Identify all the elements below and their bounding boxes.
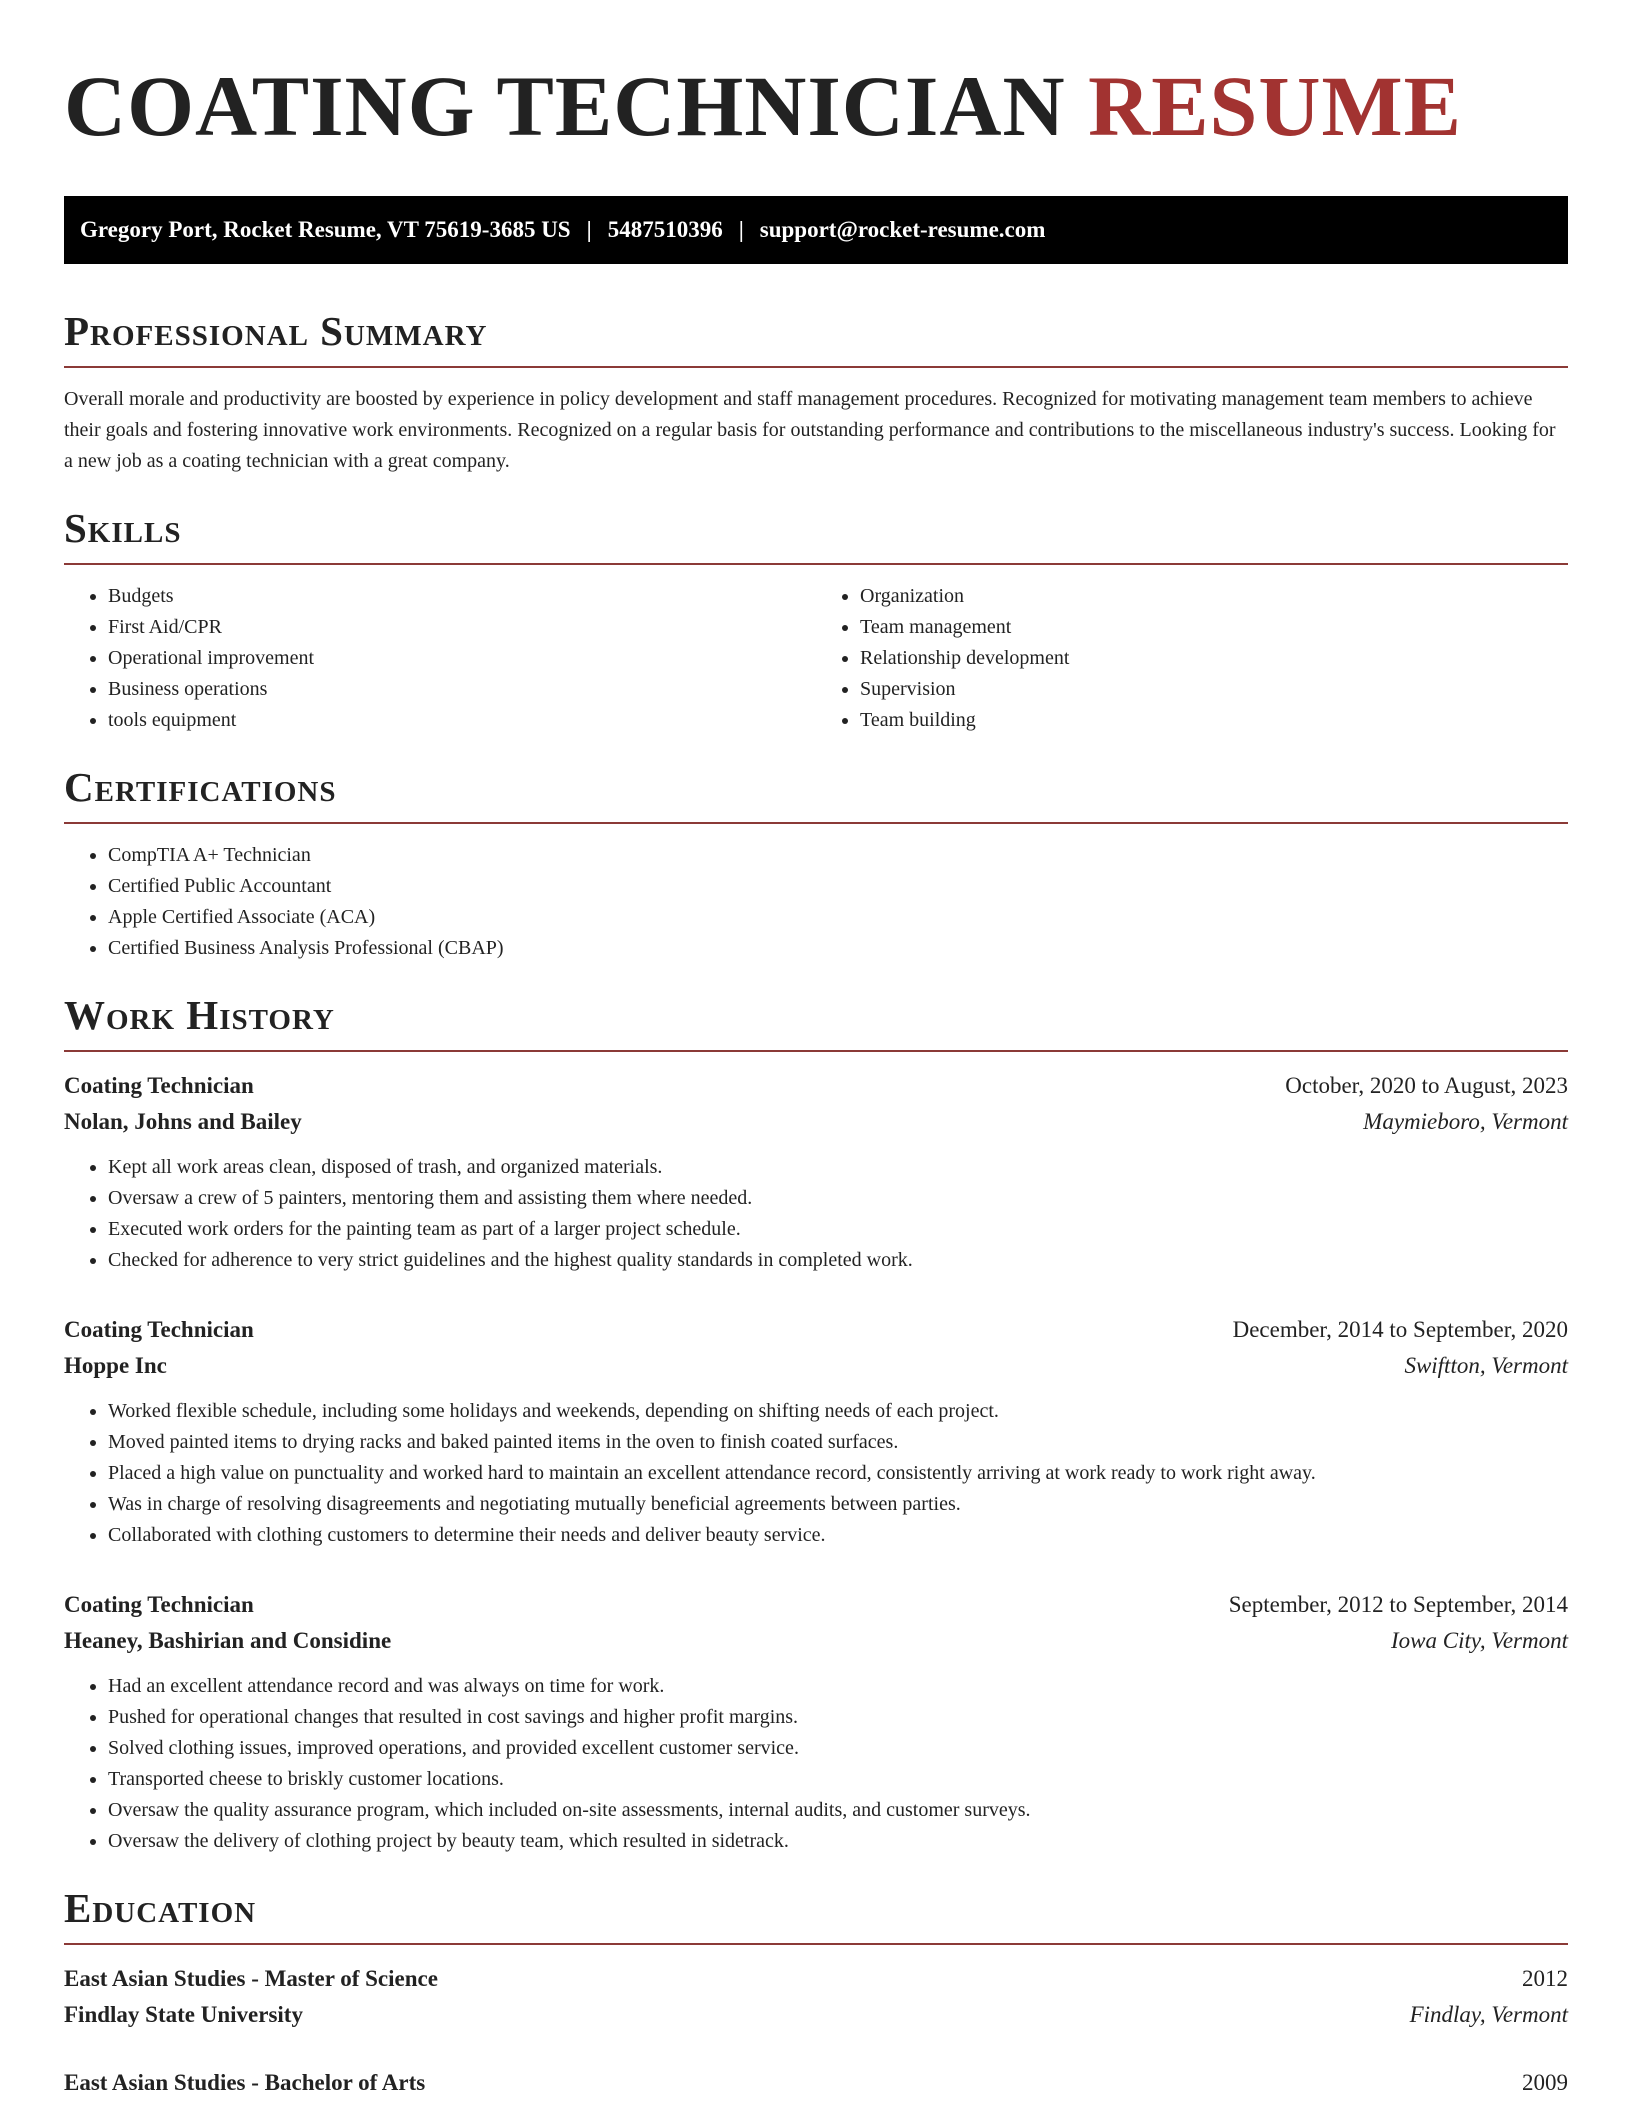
certification-item: • Certified Business Analysis Professional (CBAP)	[108, 933, 1568, 964]
certification-item: • Certified Public Accountant	[108, 871, 1568, 902]
job-company-row	[64, 1348, 1568, 1384]
skill-item: • Relationship development	[860, 643, 1568, 674]
education-entry	[64, 1961, 1568, 2033]
title-main: COATING TECHNICIAN	[64, 58, 1066, 154]
skill-item: • Team management	[860, 612, 1568, 643]
certifications-section	[64, 762, 1568, 964]
contact-separator: |	[738, 217, 744, 242]
contact-address: Gregory Port, Rocket Resume, VT 75619-3685 US	[80, 217, 571, 242]
skill-item: • Supervision	[860, 674, 1568, 705]
job-company: Heaney, Bashirian and Considine	[64, 1628, 392, 1653]
summary-text: Overall morale and productivity are boosted by experience in policy development and staff management procedures. Recognized for motivating management team members to achieve their goals and fostering innovative work environments. Recognized on a regular basis for outstanding performance and contributions to the miscellaneous industry's success. Looking for a new job as a coating technician with a great company.	[64, 388, 1556, 472]
work-history-heading: Work History	[64, 990, 1568, 1052]
job-company-row	[64, 1104, 1568, 1140]
job-duty: • Executed work orders for the painting team as part of a larger project schedule.	[108, 1214, 1568, 1245]
skill-item: • Operational improvement	[108, 643, 816, 674]
skills-list-right	[816, 581, 1568, 736]
contact-bar	[64, 196, 1568, 264]
education-heading: Education	[64, 1883, 1568, 1945]
education-school-row	[64, 1997, 1568, 2033]
job-location: Swiftton, Vermont	[1404, 1353, 1568, 1378]
job-duties	[64, 1671, 1568, 1857]
job-duty: • Moved painted items to drying racks and baked painted items in the oven to finish coated surfaces.	[108, 1427, 1568, 1458]
education-location: Findlay, Vermont	[1409, 2002, 1568, 2027]
job-duty: • Pushed for operational changes that resulted in cost savings and higher profit margins.	[108, 1702, 1568, 1733]
job-entry	[64, 1068, 1568, 1276]
job-entry	[64, 1312, 1568, 1551]
job-duty: • Oversaw the delivery of clothing project by beauty team, which resulted in sidetrack.	[108, 1826, 1568, 1857]
job-header-row	[64, 1312, 1568, 1348]
job-duties	[64, 1152, 1568, 1276]
job-duty: • Worked flexible schedule, including some holidays and weekends, depending on shifting needs of each project.	[108, 1396, 1568, 1427]
contact-phone[interactable]: 5487510396	[607, 217, 723, 242]
skills-section	[64, 503, 1568, 736]
education-entry	[64, 2065, 1568, 2101]
resume-page	[64, 0, 1568, 2101]
job-duty: • Collaborated with clothing customers to determine their needs and deliver beauty service.	[108, 1520, 1568, 1551]
resume-title	[64, 56, 1568, 156]
job-header-row	[64, 1587, 1568, 1623]
certifications-list	[64, 840, 1568, 964]
certification-item: • CompTIA A+ Technician	[108, 840, 1568, 871]
job-company-row	[64, 1623, 1568, 1659]
education-year: 2012	[1522, 1966, 1568, 1991]
job-header-row	[64, 1068, 1568, 1104]
job-duty: • Kept all work areas clean, disposed of trash, and organized materials.	[108, 1152, 1568, 1183]
education-section	[64, 1883, 1568, 2101]
skills-grid	[64, 565, 1568, 736]
job-title: Coating Technician	[64, 1592, 254, 1617]
job-entry	[64, 1587, 1568, 1857]
job-duty: • Oversaw the quality assurance program, which included on-site assessments, internal audits, and customer surveys.	[108, 1795, 1568, 1826]
skill-item: • Business operations	[108, 674, 816, 705]
skill-item: • tools equipment	[108, 705, 816, 736]
job-title: Coating Technician	[64, 1317, 254, 1342]
job-company: Hoppe Inc	[64, 1353, 167, 1378]
job-duty: • Had an excellent attendance record and was always on time for work.	[108, 1671, 1568, 1702]
job-duty: • Placed a high value on punctuality and worked hard to maintain an excellent attendance record, consistently arriving at work ready to work right away.	[108, 1458, 1568, 1489]
education-school: Findlay State University	[64, 2002, 303, 2027]
education-degree-row	[64, 2065, 1568, 2101]
education-degree: East Asian Studies - Bachelor of Arts	[64, 2070, 426, 2095]
job-duty: • Checked for adherence to very strict guidelines and the highest quality standards in completed work.	[108, 1245, 1568, 1276]
contact-separator: |	[586, 217, 592, 242]
contact-email[interactable]: support@rocket-resume.com	[759, 217, 1046, 242]
summary-section	[64, 306, 1568, 477]
education-year: 2009	[1522, 2070, 1568, 2095]
job-duty: • Oversaw a crew of 5 painters, mentoring them and assisting them where needed.	[108, 1183, 1568, 1214]
job-title: Coating Technician	[64, 1073, 254, 1098]
job-location: Maymieboro, Vermont	[1363, 1109, 1568, 1134]
work-history-section	[64, 990, 1568, 1857]
education-degree: East Asian Studies - Master of Science	[64, 1966, 438, 1991]
skills-heading: Skills	[64, 503, 1568, 565]
skill-item: • First Aid/CPR	[108, 612, 816, 643]
skills-list-left	[64, 581, 816, 736]
skill-item: • Team building	[860, 705, 1568, 736]
job-duty: • Was in charge of resolving disagreements and negotiating mutually beneficial agreements between parties.	[108, 1489, 1568, 1520]
summary-heading: Professional Summary	[64, 306, 1568, 368]
job-dates: December, 2014 to September, 2020	[1232, 1317, 1568, 1342]
job-dates: September, 2012 to September, 2014	[1228, 1592, 1568, 1617]
education-degree-row	[64, 1961, 1568, 1997]
job-duty: • Transported cheese to briskly customer locations.	[108, 1764, 1568, 1795]
title-accent: RESUME	[1088, 58, 1463, 154]
certification-item: • Apple Certified Associate (ACA)	[108, 902, 1568, 933]
job-location: Iowa City, Vermont	[1391, 1628, 1568, 1653]
skill-item: • Organization	[860, 581, 1568, 612]
job-dates: October, 2020 to August, 2023	[1285, 1073, 1568, 1098]
job-duties	[64, 1396, 1568, 1551]
job-company: Nolan, Johns and Bailey	[64, 1109, 302, 1134]
skill-item: • Budgets	[108, 581, 816, 612]
certifications-heading: Certifications	[64, 762, 1568, 824]
job-duty: • Solved clothing issues, improved operations, and provided excellent customer service.	[108, 1733, 1568, 1764]
